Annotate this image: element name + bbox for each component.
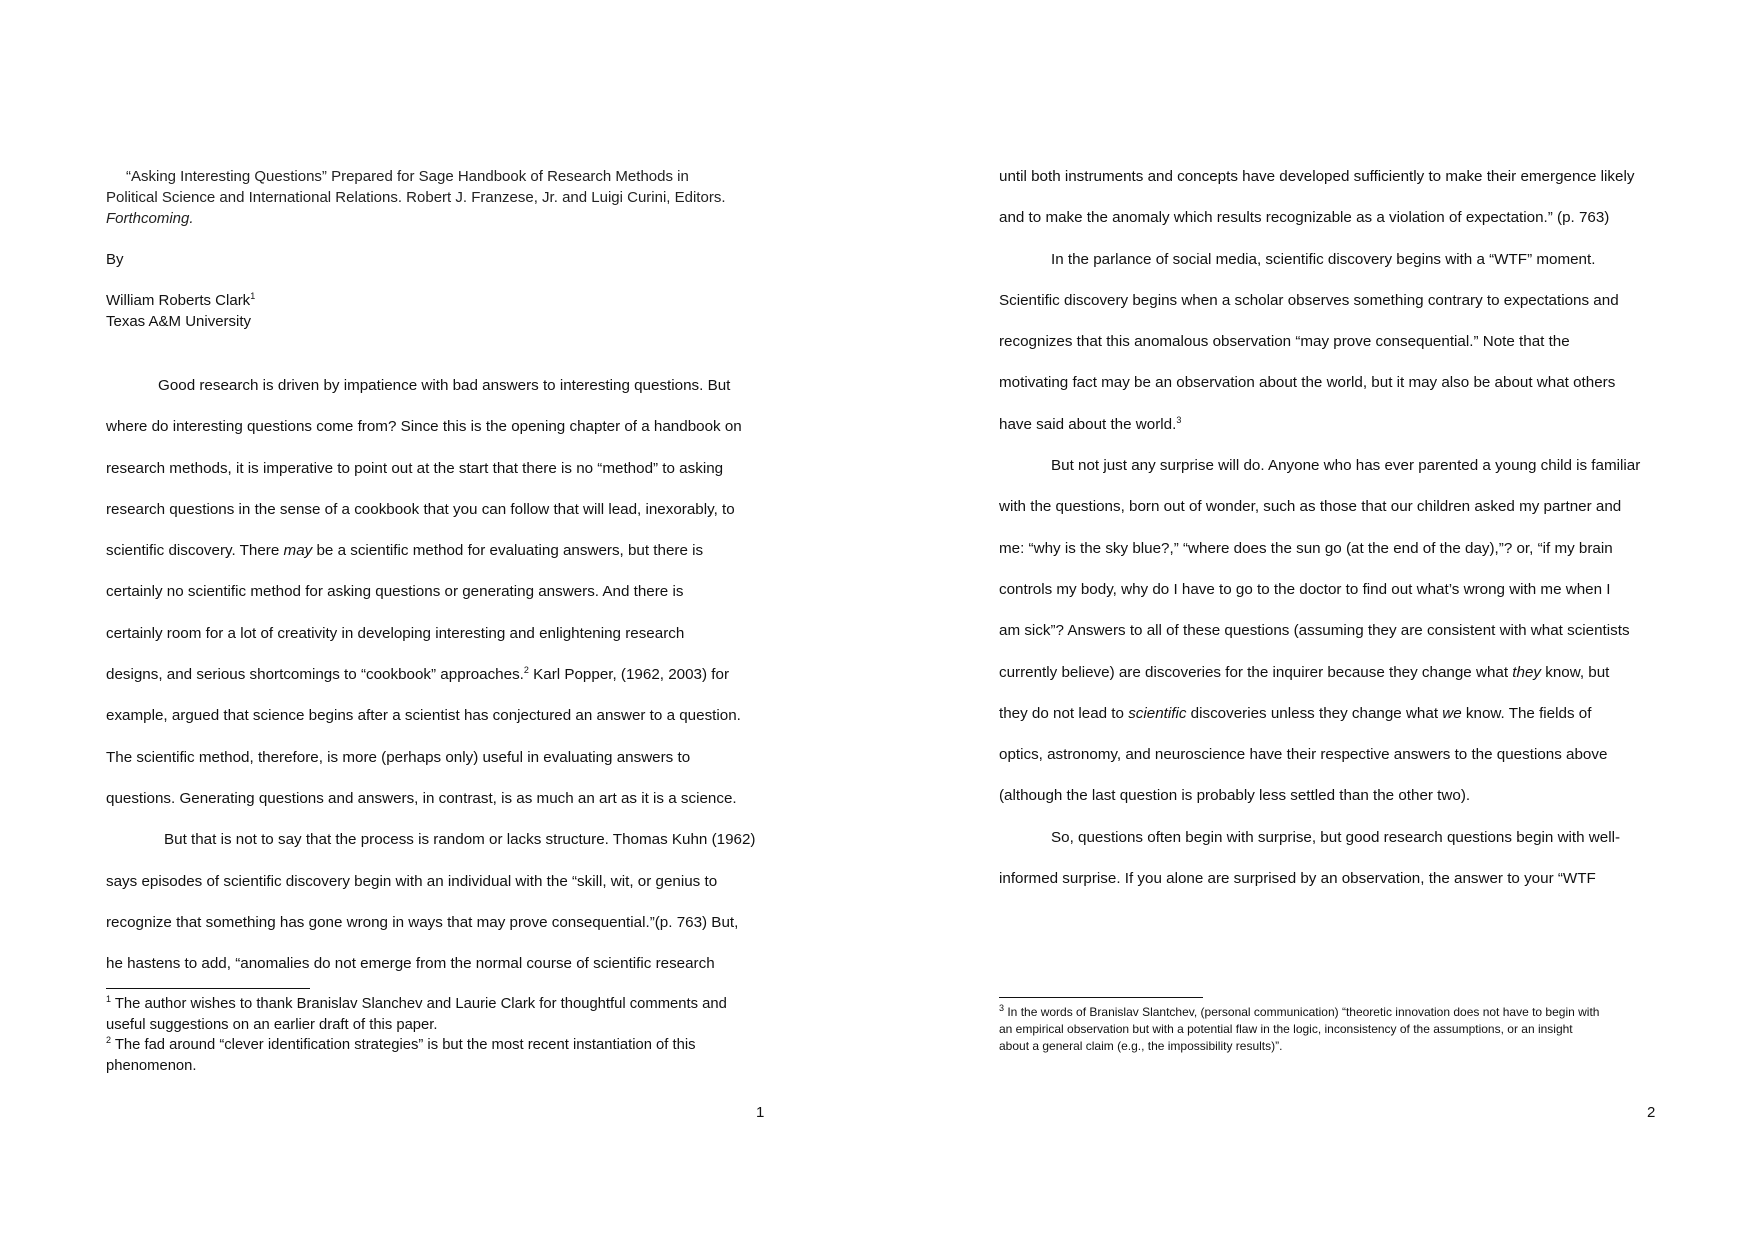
footnote-text: phenomenon. bbox=[106, 1057, 197, 1074]
emphasis: we bbox=[1442, 704, 1462, 722]
emphasis: may bbox=[283, 542, 313, 560]
text-line: The scientific method, therefore, is more (perhaps only) useful in evaluating answers to bbox=[106, 748, 691, 766]
text-line: am sick”? Answers to all of these questions (assuming they are consistent with what scientists bbox=[999, 622, 1630, 640]
footnote-divider bbox=[999, 997, 1203, 998]
text-line: motivating fact may be an observation about the world, but it may also be about what others bbox=[999, 374, 1616, 392]
text-line: But that is not to say that the process is random or lacks structure. Thomas Kuhn (1962) bbox=[164, 831, 756, 849]
text-line: research questions in the sense of a cookbook that you can follow that will lead, inexorably, to bbox=[106, 500, 735, 518]
footnote-number: 1 bbox=[106, 994, 112, 1005]
page-number: 1 bbox=[756, 1104, 765, 1121]
text-run: discoveries unless they change what bbox=[1186, 704, 1443, 722]
text-run: know. The fields of bbox=[1461, 704, 1592, 722]
footnote-number: 2 bbox=[106, 1035, 112, 1046]
text-line: certainly room for a lot of creativity in developing interesting and enlightening research bbox=[106, 624, 685, 642]
text-line: Good research is driven by impatience with bad answers to interesting questions. But bbox=[158, 377, 731, 394]
text-run: Karl Popper, (1962, 2003) for bbox=[528, 666, 729, 684]
text-run: scientific discovery. There bbox=[106, 542, 284, 560]
text-line: me: “why is the sky blue?,” “where does the sun go (at the end of the day),”? or, “if my brain bbox=[999, 539, 1613, 557]
footnote-text: The fad around “clever identification strategies” is but the most recent instantiation of this bbox=[111, 1037, 696, 1053]
text-line: informed surprise. If you alone are surprised by an observation, the answer to your “WTF bbox=[999, 870, 1596, 888]
text-line: research methods, it is imperative to point out at the start that there is no “method” to asking bbox=[106, 459, 724, 477]
text-run: know, but bbox=[1541, 663, 1610, 681]
footnote bbox=[999, 1004, 1599, 1021]
text-line bbox=[999, 652, 1699, 693]
text-line bbox=[999, 404, 1699, 445]
author-block bbox=[106, 290, 255, 332]
text-line: In the parlance of social media, scientific discovery begins with a “WTF” moment. bbox=[1051, 250, 1596, 268]
text-run: have said about the world. bbox=[999, 415, 1177, 433]
body-text bbox=[999, 156, 1699, 899]
text-line: recognize that something has gone wrong in ways that may prove consequential.”(p. 763) But, bbox=[106, 913, 739, 931]
footnotes bbox=[106, 994, 727, 1076]
forthcoming-label: Forthcoming. bbox=[106, 210, 194, 227]
header-line: “Asking Interesting Questions” Prepared for Sage Handbook of Research Methods in bbox=[126, 168, 689, 185]
text-line: certainly no scientific method for asking questions or generating answers. And there is bbox=[106, 583, 684, 601]
text-line: recognizes that this anomalous observation “may prove consequential.” Note that the bbox=[999, 333, 1570, 351]
footnote-text: The author wishes to thank Branislav Slanchev and Laurie Clark for thoughtful comments and bbox=[111, 996, 727, 1012]
text-run: currently believe) are discoveries for the inquirer because they change what bbox=[999, 663, 1513, 681]
text-line bbox=[106, 530, 786, 571]
text-line: optics, astronomy, and neuroscience have their respective answers to the questions above bbox=[999, 746, 1608, 764]
footnote-number: 3 bbox=[999, 1003, 1005, 1013]
author-name: William Roberts Clark bbox=[106, 292, 251, 309]
text-line bbox=[999, 693, 1699, 734]
footnote-ref[interactable]: 2 bbox=[523, 665, 529, 676]
emphasis: scientific bbox=[1128, 704, 1187, 722]
text-line: But not just any surprise will do. Anyone who has ever parented a young child is familiar bbox=[1051, 457, 1641, 475]
footnote-divider bbox=[106, 988, 310, 989]
footnote-ref[interactable]: 3 bbox=[1176, 414, 1182, 425]
text-line: (although the last question is probably less settled than the other two). bbox=[999, 787, 1471, 805]
author-name-line bbox=[106, 290, 255, 311]
footnote-text: about a general claim (e.g., the impossibility results)”. bbox=[999, 1039, 1283, 1053]
text-line: he hastens to add, “anomalies do not emerge from the normal course of scientific research bbox=[106, 955, 715, 973]
page-1 bbox=[0, 0, 877, 1240]
text-line: says episodes of scientific discovery begin with an individual with the “skill, wit, or genius to bbox=[106, 872, 718, 890]
text-line bbox=[106, 654, 786, 695]
footnote-text: useful suggestions on an earlier draft of this paper. bbox=[106, 1016, 438, 1033]
header-line bbox=[106, 208, 786, 229]
body-text bbox=[106, 365, 786, 984]
text-line: Scientific discovery begins when a scholar observes something contrary to expectations and bbox=[999, 291, 1619, 309]
page-number: 2 bbox=[1647, 1104, 1656, 1121]
text-line: So, questions often begin with surprise, but good research questions begin with well- bbox=[1051, 828, 1621, 846]
text-line: with the questions, born out of wonder, such as those that our children asked my partner and bbox=[999, 498, 1622, 516]
header-line: Political Science and International Relations. Robert J. Franzese, Jr. and Luigi Curini, Editors. bbox=[106, 189, 726, 206]
text-line: and to make the anomaly which results recognizable as a violation of expectation.” (p. 763) bbox=[999, 209, 1610, 227]
text-line: questions. Generating questions and answers, in contrast, is as much an art as it is a science. bbox=[106, 789, 737, 807]
footnote-text: In the words of Branislav Slantchev, (personal communication) “theoretic innovation does not have to begin with bbox=[1004, 1005, 1600, 1019]
by-label: By bbox=[106, 251, 124, 268]
text-run: they do not lead to bbox=[999, 704, 1129, 722]
text-run: designs, and serious shortcomings to “cookbook” approaches. bbox=[106, 666, 524, 684]
text-line: example, argued that science begins after a scientist has conjectured an answer to a question. bbox=[106, 707, 741, 725]
footnote-ref[interactable]: 1 bbox=[250, 291, 256, 301]
text-line: where do interesting questions come from? Since this is the opening chapter of a handbook on bbox=[106, 418, 742, 436]
text-line: controls my body, why do I have to go to the doctor to find out what’s wrong with me when I bbox=[999, 580, 1611, 598]
text-run: be a scientific method for evaluating answers, but there is bbox=[312, 542, 704, 560]
footnote-text: an empirical observation but with a potential flaw in the logic, inconsistency of the assumptions, or an insight bbox=[999, 1022, 1573, 1036]
footnote bbox=[106, 1035, 727, 1056]
footnotes bbox=[999, 1004, 1599, 1055]
author-affiliation: Texas A&M University bbox=[106, 313, 252, 330]
footnote bbox=[106, 994, 727, 1015]
text-line: until both instruments and concepts have developed sufficiently to make their emergence likely bbox=[999, 168, 1635, 185]
chapter-header bbox=[106, 166, 786, 229]
emphasis: they bbox=[1512, 663, 1541, 681]
